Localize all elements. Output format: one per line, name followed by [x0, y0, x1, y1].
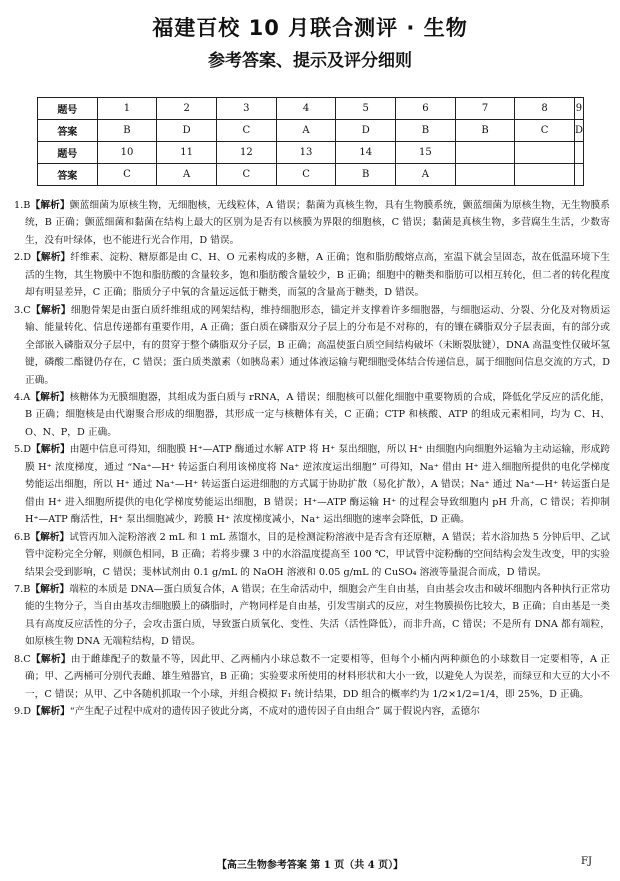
answer-cell: C	[515, 120, 575, 142]
explanation-item	[14, 703, 610, 720]
question-number: 1.B	[14, 200, 31, 211]
row-label-question: 题号	[38, 142, 98, 164]
question-number: 7.B	[14, 583, 31, 595]
page-subtitle: 参考答案、提示及评分细则	[208, 51, 412, 71]
answer-cell: C	[217, 120, 277, 142]
answer-cell: A	[396, 164, 456, 186]
answer-cell: C	[276, 164, 336, 186]
answer-cell: B	[336, 164, 396, 186]
answer-cell: A	[276, 120, 336, 142]
explanation-item	[14, 441, 610, 528]
answer-cell: B	[396, 120, 456, 142]
question-number: 8.C	[14, 653, 31, 665]
question-number: 5.D	[14, 444, 32, 456]
question-number: 3.C	[14, 304, 31, 316]
question-cell: 12	[217, 142, 277, 164]
answer-cell: D	[157, 120, 217, 142]
table-row-question-2	[38, 142, 584, 164]
analysis-tag: 【解析】	[30, 391, 70, 403]
question-cell: 10	[97, 142, 157, 164]
question-cell	[515, 142, 575, 164]
question-number: 9.D	[14, 706, 32, 718]
explanation-item	[14, 302, 610, 389]
explanation-text: 核糖体为无膜细胞器，其组成为蛋白质与 rRNA，A 错误；细胞核可以催化细胞中重要物质的合成，降低化学反应的活化能，B 正确；细胞核是由代谢聚合形成的细胞器，其形成一定与核糖体有关，C 正确；CTP 和核酸、ATP 的组成元素相同，均为 C、H、O、N、P，D 正确。	[25, 391, 610, 438]
question-cell	[455, 142, 515, 164]
explanation-text: 细胞骨架是由蛋白质纤维组成的网架结构，维持细胞形态，锚定并支撑着许多细胞器，与细胞运动、分裂、分化及对物质运输、能量转化、信息传递都有重要作用，A 正确；蛋白质在磷脂双分子层上的分布是不对称的，有的镶在磷脂双分子层表面，有的部分或全部嵌入磷脂双分子层中，有的贯穿于整个磷脂双分子层，B 正确；高温使蛋白质空间结构破坏（未断裂肽键），DNA 高温变性仅破坏氢键，磷酸二酯键仍存在，C 错误；蛋白质类激素（如胰岛素）通过体液运输与靶细胞受体结合传递信息，属于细胞间信息交流的方式，D 正确。	[25, 304, 611, 386]
question-cell: 14	[336, 142, 396, 164]
explanations-section	[14, 197, 610, 721]
page-title: 福建百校 10 月联合测评 · 生物	[152, 16, 468, 40]
answer-cell: A	[157, 164, 217, 186]
analysis-tag: 【解析】	[30, 304, 71, 316]
explanation-text: 试管丙加入淀粉溶液 2 mL 和 1 mL 蒸馏水，目的是检测淀粉溶液中是否含有还原糖，A 错误；若水浴加热 5 分钟后甲、乙试管中淀粉完全分解，则颜色相同，B 正确；若将步骤 3 中的水浴温度提高至 100 ℃，甲试管中淀粉酶的空间结构会发生改变，甲的实验结果会受到影响，C 错误；斐林试剂由 0.1 g/mL 的 NaOH 溶液和 0.05 g/mL 的 CuSO₄ 溶液等量混合而成，D 错误。	[25, 531, 610, 578]
analysis-tag: 【解析】	[31, 444, 70, 456]
answer-cell	[574, 164, 583, 186]
explanation-item	[14, 651, 610, 703]
answer-cell: C	[217, 164, 277, 186]
question-cell: 15	[396, 142, 456, 164]
question-number: 6.B	[14, 531, 31, 543]
question-cell: 8	[515, 98, 575, 120]
question-cell: 1	[97, 98, 157, 120]
analysis-tag: 【解析】	[31, 706, 70, 718]
analysis-tag: 【解析】	[30, 200, 70, 211]
explanation-item	[14, 529, 610, 581]
question-cell: 6	[396, 98, 456, 120]
table-row-answer-2	[38, 164, 584, 186]
answer-table	[37, 97, 584, 186]
question-cell: 3	[217, 98, 277, 120]
question-number: 2.D	[14, 252, 32, 264]
table-row-answer-1	[38, 120, 584, 142]
analysis-tag: 【解析】	[30, 583, 70, 595]
analysis-tag: 【解析】	[30, 531, 70, 543]
answer-cell: B	[97, 120, 157, 142]
answer-cell: D	[574, 120, 583, 142]
explanation-text: 纤维素、淀粉、糖原都是由 C、H、O 元素构成的多糖，A 正确；饱和脂肪酸熔点高，室温下就会呈固态，故在低温环境下生活的生物，其生物膜中不饱和脂肪酸的含量较多，饱和脂肪酸含量较少，B 正确；细胞中的糖类和脂肪可以相互转化，但二者的转化程度却有明显差异，C 正确；脂质分子中氧的含量远远低于糖类，而氢的含量高于糖类，D 错误。	[25, 252, 610, 299]
explanation-item	[14, 197, 610, 249]
answer-cell: C	[97, 164, 157, 186]
explanation-text: “产生配子过程中成对的遗传因子彼此分离，不成对的遗传因子自由组合” 属于假说内容，孟德尔	[69, 706, 480, 718]
explanation-item	[14, 389, 610, 441]
explanation-item	[14, 249, 610, 301]
question-cell: 11	[157, 142, 217, 164]
answer-cell: D	[336, 120, 396, 142]
explanation-item	[14, 581, 610, 651]
page-footer: 【高三生物参考答案 第 1 页（共 4 页）】	[216, 860, 404, 871]
analysis-tag: 【解析】	[30, 653, 71, 665]
row-label-question: 题号	[38, 98, 98, 120]
explanation-text: 端粒的本质是 DNA—蛋白质复合体，A 错误；在生命活动中，细胞会产生自由基，自由基会攻击和破坏细胞内各种执行正常功能的生物分子，当自由基攻击细胞膜上的磷脂时，产物同样是自由基，引发雪崩式的反应，对生物膜损伤比较大，B 正确；自由基是一类具有高度反应活性的分子，会攻击蛋白质，导致蛋白质氧化、变性、失活（活性降低），而非升高，C 错误；不是所有 DNA 都有端粒，如原核生物 DNA 无端粒结构，D 错误。	[25, 583, 611, 648]
question-cell: 2	[157, 98, 217, 120]
explanation-text: 由于雌雄配子的数量不等，因此甲、乙两桶内小球总数不一定要相等，但每个小桶内两种颜色的小球数目一定要相等，A 正确；甲、乙两桶可分别代表雌、雄生殖器官，B 正确；实验要求所使用的材料形状和大小一致，以避免人为误差，而绿豆和大豆的大小不一，C 错误；从甲、乙中各随机抓取一个小球，并组合模拟 F₁ 统计结果，DD 组合的概率约为 1/2×1/2=1/4，即 25%，D 正确。	[25, 653, 611, 700]
explanation-text: 由题中信息可得知，细胞膜 H⁺—ATP 酶通过水解 ATP 将 H⁺ 泵出细胞，所以 H⁺ 由细胞内向细胞外运输为主动运输，形成跨膜 H⁺ 浓度梯度，通过 “Na⁺—H⁺ 转运蛋白利用该梯度将 Na⁺ 逆浓度运出细胞” 可得知，Na⁺ 借由 H⁺ 进入细胞所提供的电化学梯度势能运出细胞，所以 H⁺ 通过 Na⁺—H⁺ 转运蛋白运进细胞的方式属于协助扩散（易化扩散），A 错误；Na⁺ 通过 Na⁺—H⁺ 转运蛋白是借由 H⁺ 进入细胞所提供的电化学梯度势能运出细胞，B 错误；H⁺—ATP 酶运输 H⁺ 的过程会导致细胞内 pH 升高，C 错误；若抑制 H⁺—ATP 酶活性，H⁺ 泵出细胞减少，跨膜 H⁺ 浓度梯度减小，Na⁺ 运出细胞的速率会降低，D 正确。	[25, 444, 610, 526]
question-cell: 7	[455, 98, 515, 120]
answer-cell	[455, 164, 515, 186]
question-cell: 5	[336, 98, 396, 120]
question-cell: 4	[276, 98, 336, 120]
row-label-answer: 答案	[38, 120, 98, 142]
row-label-answer: 答案	[38, 164, 98, 186]
question-cell	[574, 142, 583, 164]
explanation-text: 颤蓝细菌为原核生物，无细胞核，无线粒体，A 错误；黏菌为真核生物，具有生物膜系统，颤蓝细菌为原核生物，无生物膜系统，B 正确；颤蓝细菌和黏菌在结构上最大的区别为是否有以核膜为界限的细胞核，C 错误；黏菌是真核生物，多营腐生生活，少数寄生，没有叶绿体，也不能进行光合作用，D 错误。	[25, 200, 610, 246]
question-cell: 9	[574, 98, 583, 120]
question-cell: 13	[276, 142, 336, 164]
answer-cell: B	[455, 120, 515, 142]
question-number: 4.A	[14, 391, 31, 403]
table-row-question-1	[38, 98, 584, 120]
answer-cell	[515, 164, 575, 186]
region-code: FJ	[581, 856, 592, 867]
analysis-tag: 【解析】	[31, 252, 71, 264]
